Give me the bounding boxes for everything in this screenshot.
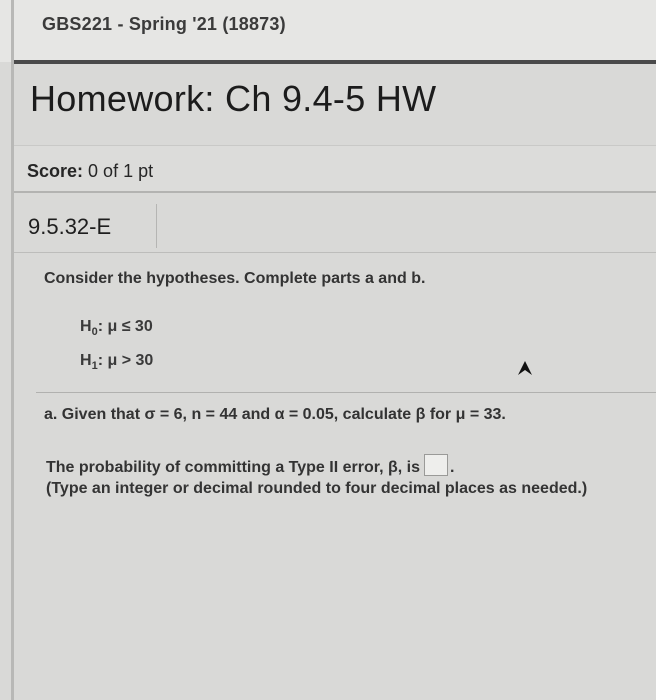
answer-input[interactable]: [424, 454, 448, 476]
answer-instruction: (Type an integer or decimal rounded to four decimal places as needed.): [46, 480, 588, 497]
h1-subscript: 1: [91, 360, 98, 373]
question-id-divider: [156, 204, 157, 248]
question-id-row: [14, 200, 656, 250]
score-label: Score:: [27, 161, 84, 181]
left-border: [11, 0, 14, 700]
score-divider: [14, 191, 656, 193]
score-text: [27, 161, 153, 182]
question-divider: [14, 252, 656, 253]
score-row: [14, 145, 656, 192]
answer-prefix: The probability of committing a Type II error, β, is: [46, 459, 420, 476]
question-intro: Consider the hypotheses. Complete parts a and b.: [44, 270, 426, 287]
answer-line: [46, 454, 454, 477]
h1-label: H: [80, 352, 92, 369]
null-hypothesis: [80, 318, 153, 338]
h0-subscript: 0: [91, 326, 98, 339]
homework-title: Homework: Ch 9.4-5 HW: [30, 78, 437, 119]
alternative-hypothesis: [80, 352, 153, 372]
mouse-cursor-icon: [516, 359, 534, 377]
header-divider: [14, 60, 656, 64]
part-a-prompt: a. Given that σ = 6, n = 44 and α = 0.05, calculate β for μ = 33.: [44, 406, 506, 423]
answer-suffix: .: [449, 459, 455, 476]
part-divider: [36, 392, 656, 393]
question-id: 9.5.32-E: [28, 214, 112, 239]
score-value: 0 of 1 pt: [88, 161, 154, 181]
course-title: GBS221 - Spring '21 (18873): [42, 14, 286, 34]
h0-statement: : μ ≤ 30: [97, 318, 153, 335]
h0-label: H: [80, 318, 92, 335]
course-header: [0, 0, 656, 62]
h1-statement: : μ > 30: [97, 352, 154, 369]
